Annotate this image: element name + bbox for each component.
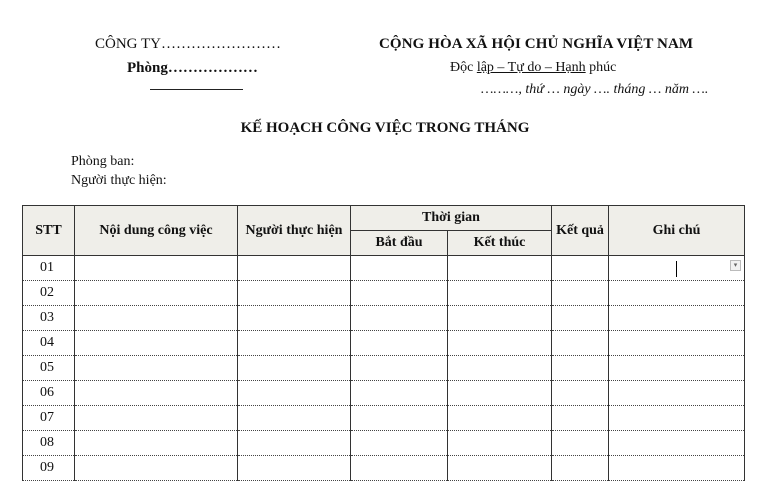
result-cell[interactable] [552,456,609,481]
result-cell[interactable] [552,281,609,306]
note-cell[interactable] [609,456,745,481]
note-cell[interactable] [609,356,745,381]
executor-cell[interactable] [238,306,351,331]
executor-cell[interactable] [238,256,351,281]
row-number-cell: 06 [23,381,75,406]
executor-cell[interactable] [238,331,351,356]
executor-cell[interactable] [238,356,351,381]
table-row [23,331,745,356]
start-cell[interactable] [351,381,448,406]
end-cell[interactable] [448,456,552,481]
end-cell[interactable] [448,431,552,456]
dropdown-arrow-icon[interactable]: ▾ [730,260,741,271]
header-executor: Người thực hiện [238,206,351,256]
executor-cell[interactable] [238,431,351,456]
row-number-cell: 09 [23,456,75,481]
date-line: ………, thứ … ngày …. tháng … năm …. [481,82,709,97]
table-row [23,456,745,481]
header-note: Ghi chú [609,206,745,256]
content-cell[interactable] [75,256,238,281]
content-cell[interactable] [75,331,238,356]
row-number-cell: 08 [23,431,75,456]
note-cell[interactable] [609,381,745,406]
end-cell[interactable] [448,356,552,381]
row-number-cell: 07 [23,406,75,431]
start-cell[interactable] [351,306,448,331]
note-cell[interactable] [609,431,745,456]
executor-cell[interactable] [238,406,351,431]
header-time: Thời gian [351,206,552,231]
start-cell[interactable] [351,431,448,456]
end-cell[interactable] [448,406,552,431]
company-name: CÔNG TY…………………… [95,36,281,52]
motto-underlined: lập – Tự do – Hạnh [476,60,586,75]
result-cell[interactable] [552,406,609,431]
table-row [23,306,745,331]
note-cell[interactable] [609,281,745,306]
result-cell[interactable] [552,356,609,381]
table-row [23,431,745,456]
document-title: KẾ HOẠCH CÔNG VIỆC TRONG THÁNG [240,120,530,136]
end-cell[interactable] [448,281,552,306]
header-stt: STT [23,206,75,256]
result-cell[interactable] [552,256,609,281]
row-number-cell: 04 [23,331,75,356]
start-cell[interactable] [351,356,448,381]
content-cell[interactable] [75,356,238,381]
note-cell[interactable] [609,306,745,331]
text-cursor [676,261,677,277]
content-cell[interactable] [75,456,238,481]
note-cell[interactable] [609,256,745,281]
end-cell[interactable] [448,256,552,281]
table-row [23,256,745,281]
end-cell[interactable] [448,331,552,356]
content-cell[interactable] [75,306,238,331]
result-cell[interactable] [552,381,609,406]
national-motto [450,60,616,76]
end-cell[interactable] [448,381,552,406]
row-number-cell: 03 [23,306,75,331]
department-underline [150,89,243,90]
department-label: Phòng ban: [71,154,135,169]
header-content: Nội dung công việc [75,206,238,256]
table-row [23,281,745,306]
motto-suffix: phúc [585,60,617,75]
result-cell[interactable] [552,431,609,456]
nation-title: CỘNG HÒA XÃ HỘI CHỦ NGHĨA VIỆT NAM [379,36,694,52]
note-cell[interactable] [609,406,745,431]
executor-cell[interactable] [238,381,351,406]
content-cell[interactable] [75,431,238,456]
end-cell[interactable] [448,306,552,331]
executor-label: Người thực hiện: [71,173,167,188]
start-cell[interactable] [351,256,448,281]
header-end: Kết thúc [448,231,552,256]
start-cell[interactable] [351,406,448,431]
work-plan-table [22,205,745,481]
content-cell[interactable] [75,281,238,306]
content-cell[interactable] [75,381,238,406]
result-cell[interactable] [552,306,609,331]
start-cell[interactable] [351,281,448,306]
department-name: Phòng……………… [127,60,258,76]
note-cell[interactable] [609,331,745,356]
executor-cell[interactable] [238,281,351,306]
result-cell[interactable] [552,331,609,356]
executor-cell[interactable] [238,456,351,481]
table-row [23,381,745,406]
header-result: Kết quả [552,206,609,256]
table-row [23,406,745,431]
row-number-cell: 01 [23,256,75,281]
content-cell[interactable] [75,406,238,431]
header-start: Bắt đầu [351,231,448,256]
start-cell[interactable] [351,456,448,481]
start-cell[interactable] [351,331,448,356]
row-number-cell: 05 [23,356,75,381]
row-number-cell: 02 [23,281,75,306]
motto-prefix: Độc [450,60,477,75]
table-row [23,356,745,381]
